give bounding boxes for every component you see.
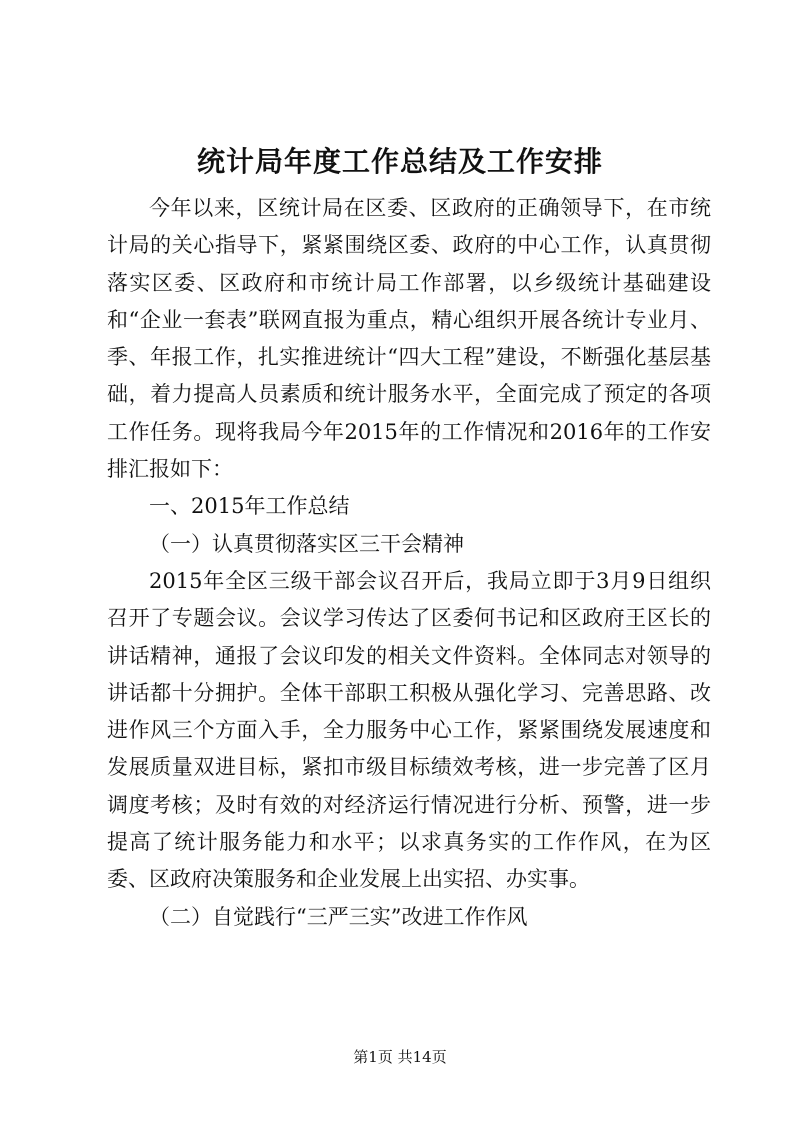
document-body	[107, 190, 711, 936]
intro-paragraph: 今年以来，区统计局在区委、区政府的正确领导下，在市统计局的关心指导下，紧紧围绕区委、政府的中心工作，认真贯彻落实区委、区政府和市统计局工作部署，以乡级统计基础建设和“企业一套表”联网直报为重点，精心组织开展各统计专业月、季、年报工作，扎实推进统计“四大工程”建设，不断强化基层基础，着力提高人员素质和统计服务水平，全面完成了预定的各项工作任务。现将我局今年2015年的工作情况和2016年的工作安排汇报如下：	[107, 196, 711, 482]
section-heading: 一、2015年工作总结	[149, 494, 350, 519]
document-title: 统计局年度工作总结及工作安排	[196, 145, 603, 178]
subsection-heading: （一）认真贯彻落实区三干会精神	[149, 531, 464, 556]
subsection-heading-2: （二）自觉践行“三严三实”改进工作作风	[149, 904, 528, 929]
page-number-footer: 第1页 共14页	[353, 1048, 447, 1066]
body-paragraph: 2015年全区三级干部会议召开后，我局立即于3月9日组织召开了专题会议。会议学习传达了区委何书记和区政府王区长的讲话精神，通报了会议印发的相关文件资料。全体同志对领导的讲话都十分拥护。全体干部职工积极从强化学习、完善思路、改进作风三个方面入手，全力服务中心工作，紧紧围绕发展速度和发展质量双进目标，紧扣市级目标绩效考核，进一步完善了区月调度考核；及时有效的对经济运行情况进行分析、预警，进一步提高了统计服务能力和水平；以求真务实的工作作风，在为区委、区政府决策服务和企业发展上出实招、办实事。	[107, 568, 711, 892]
